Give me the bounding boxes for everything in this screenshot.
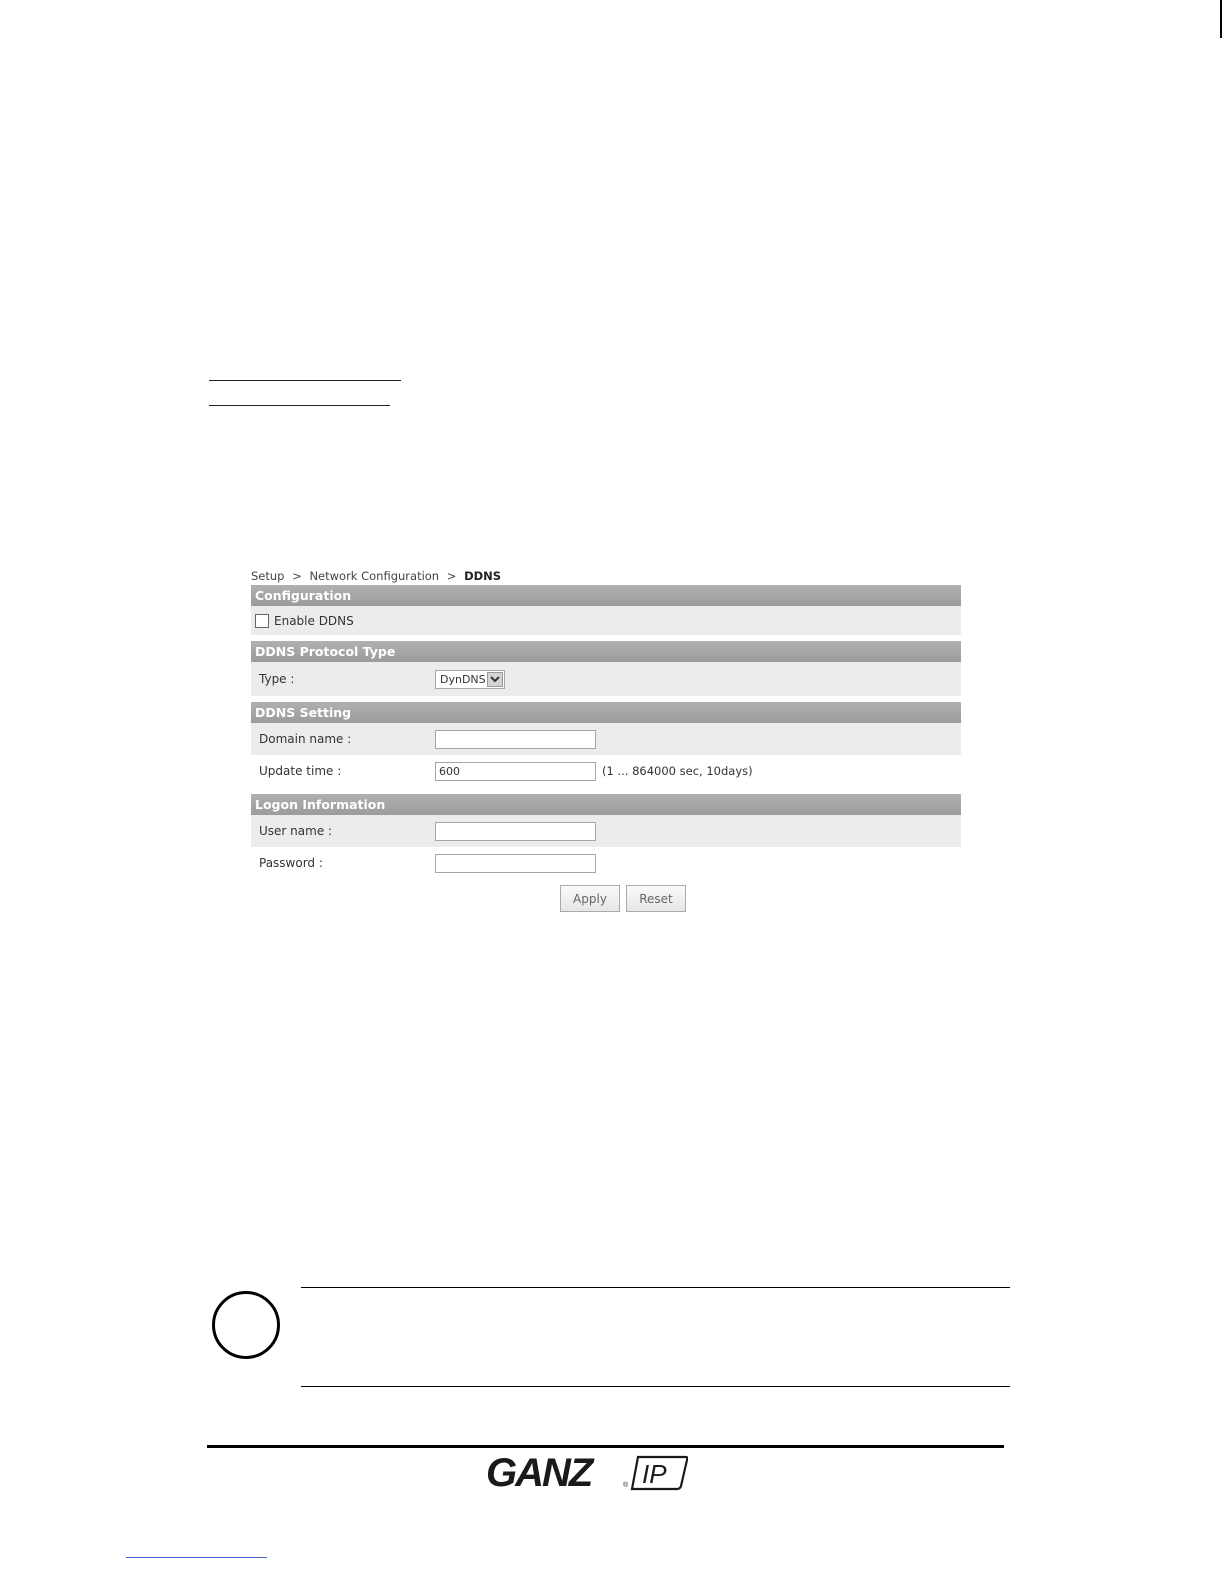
type-label: Type : bbox=[259, 672, 295, 686]
user-name-label: User name : bbox=[259, 824, 333, 838]
note-rule-top bbox=[301, 1287, 1010, 1288]
section-header-ddns-setting: DDNS Setting bbox=[251, 702, 961, 723]
logo-brand-text: GANZ bbox=[486, 1451, 592, 1491]
enable-ddns-label: Enable DDNS bbox=[274, 613, 354, 628]
domain-name-input[interactable] bbox=[435, 730, 596, 749]
password-label: Password : bbox=[259, 856, 323, 870]
note-rule-bottom bbox=[301, 1386, 1010, 1387]
link-underline bbox=[209, 380, 401, 381]
password-row bbox=[251, 847, 961, 879]
ganz-ip-logo bbox=[486, 1451, 688, 1491]
type-row bbox=[251, 662, 961, 696]
user-name-input[interactable] bbox=[435, 822, 596, 841]
form-buttons bbox=[251, 885, 961, 912]
breadcrumb-setup[interactable]: Setup bbox=[251, 569, 285, 583]
enable-ddns-checkbox[interactable] bbox=[255, 614, 269, 628]
apply-button[interactable]: Apply bbox=[560, 885, 620, 912]
section-header-protocol-type: DDNS Protocol Type bbox=[251, 641, 961, 662]
update-time-row bbox=[251, 755, 961, 787]
section-header-configuration: Configuration bbox=[251, 585, 961, 606]
logo-registered-mark: ® bbox=[623, 1482, 629, 1489]
reset-button[interactable]: Reset bbox=[626, 885, 686, 912]
ddns-settings-panel bbox=[251, 567, 961, 912]
section-header-logon-information: Logon Information bbox=[251, 794, 961, 815]
update-time-label: Update time : bbox=[259, 764, 342, 778]
page-edge-mark bbox=[1220, 0, 1222, 38]
update-time-input[interactable]: 600 bbox=[435, 762, 596, 781]
domain-name-row bbox=[251, 723, 961, 755]
enable-ddns-row bbox=[251, 606, 961, 635]
link-underline bbox=[209, 405, 390, 406]
breadcrumb-current: DDNS bbox=[464, 569, 502, 583]
breadcrumb bbox=[251, 567, 961, 585]
breadcrumb-network-configuration[interactable]: Network Configuration bbox=[309, 569, 440, 583]
type-select-value: DynDNS bbox=[440, 672, 486, 686]
update-time-hint: (1 ... 864000 sec, 10days) bbox=[602, 764, 753, 778]
link-underline bbox=[126, 1557, 267, 1558]
type-select[interactable] bbox=[435, 670, 505, 689]
chevron-down-icon[interactable] bbox=[487, 672, 503, 687]
domain-name-label: Domain name : bbox=[259, 732, 352, 746]
breadcrumb-separator: > bbox=[446, 569, 457, 583]
footer-rule bbox=[207, 1445, 1004, 1448]
password-input[interactable] bbox=[435, 854, 596, 873]
breadcrumb-separator: > bbox=[292, 569, 302, 583]
note-icon bbox=[212, 1291, 280, 1359]
logo-ip-text: IP bbox=[642, 1459, 667, 1489]
user-name-row bbox=[251, 815, 961, 847]
